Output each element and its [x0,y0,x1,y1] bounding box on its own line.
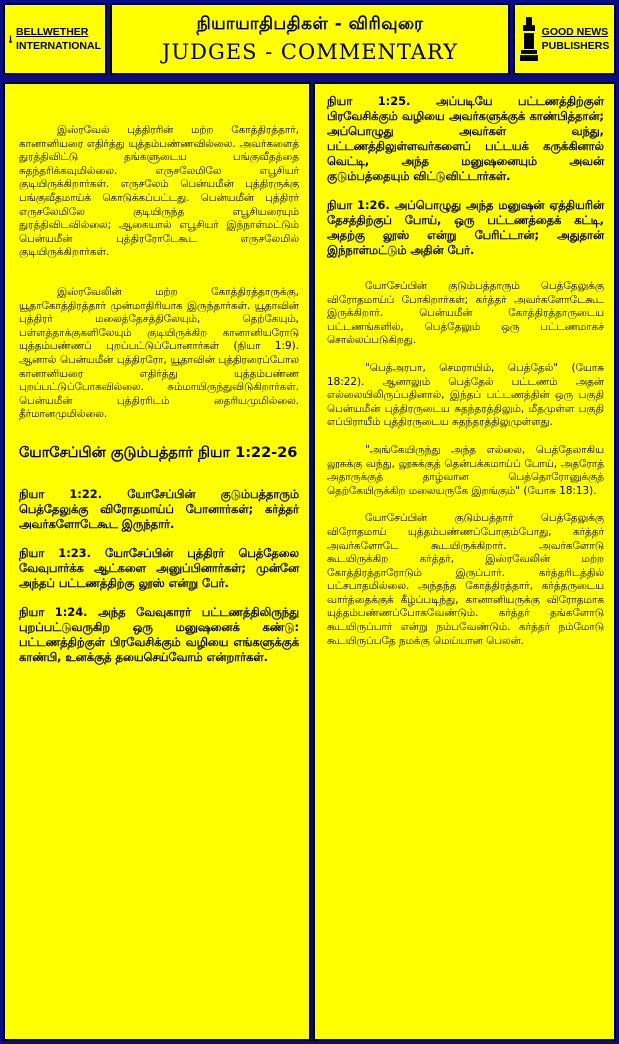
bellwether-logo [3,3,107,75]
right-logo-line2: PUBLISHERS [541,40,610,52]
page-title-english: JUDGES - COMMENTARY [162,40,458,64]
commentary-paragraph: இஸ்ரவேலின் மற்ற கோத்திரத்தாருக்கு, யூதாகோத்திரத்தார் முன்மாதிரியாக இருந்தார்கள். யூதாவின் புத்திரர் மலைத்தேசத்திலேயும், தெற்கேயும், பள்ளத்தாக்குகளிலேயும் குடியிருக்கிற கானானியரோடு யுத்தம்பண்ணப் புறப்பட்டுப்போனார்கள் (நியா 1:9). ஆனால் பென்யமீன் புத்திரரோ, யூதாவின் புத்திரரைப்போல கானானியரை எதிர்த்து யுத்தம்பண்ண புறப்பட்டுப்போகவில்லை. சும்மாயிருந்துவிடுகிறார்கள். பென்யமீன் புத்திரரிடம் தைரியமுமில்லை. தீர்மானமுமில்லை. [19,285,299,421]
right-column [313,82,616,1041]
commentary-paragraph: "அங்கேயிருந்து அந்த எல்லை, பெத்தேலாகிய லூசுக்கு வந்து, லூசுக்குத் தென்பக்கமாய்ப் போய், அதரோத் அதாருக்குத் தாழ்வான பெத்தொரோனுக்குத் தெற்கேயிருக்கிற மலையருகே இறங்கும்" (யோசு 18:13). [327,443,604,497]
book-stack-icon [520,17,538,61]
commentary-paragraph: யோசேப்பின் குடும்பத்தார் பெத்தேலுக்கு விரோதமாய் யுத்தம்பண்ணப்போகும்போது, கர்த்தர் அவர்களோடே கூடயிருக்கிறார். அவர்களோடு கூடயிருக்கிற கர்த்தர், இஸ்ரவேலின் மற்ற கோத்திரத்தாரோடும் இருப்பார். கர்த்தரிடத்தில் பட்சபாதமில்லை. அந்தந்த கோத்திரத்தார், கர்த்தருடைய வார்த்தைக்குக் கீழ்ப்படிந்து, கானானியருக்கு விரோதமாக யுத்தம்பண்ணப்போகவேண்டும். கர்த்தர் தங்களோடு கூடயிருப்பார் என்று நம்பவேண்டும். கர்த்தர் நம்மோடு கூடயிருப்பதே நமக்கு மெய்யான பெலன். [327,512,604,647]
verse-paragraph: நியா 1:26. அப்பொழுது அந்த மனுஷன் ஏத்தியரின் தேசத்திற்குப் போய், ஒரு பட்டணத்தைக் கட்டி, அதற்கு லூஸ் என்று பேரிட்டான்; அதுதான் இந்நாள்மட்டும் அதின் பேர். [327,198,604,257]
page-title-tamil: நியாயாதிபதிகள் - விரிவுரை [196,14,424,34]
section-heading: யோசேப்பின் குடும்பத்தார் நியா 1:22-26 [19,444,298,461]
commentary-paragraph: இஸ்ரவேல் புத்திரரின் மற்ற கோத்திரத்தார், கானானியரை எதிர்த்து யுத்தம்பண்ணவில்லை. அவர்களைத் துரத்திவிட்டு தங்களுடைய பங்குவீதத்தை சுதந்தரிக்கவுமில்லை. எருசலேமிலே எபூசியர் குடியிருக்கிறார்கள். எருசலேம் பென்யமீன் புத்திரருக்கு பங்குவீதமாய்க் கொடுக்கப்பட்டது. பென்யமீன் புத்திரர் எருசலேமிலே குடியிருந்த எபூசியரையும் துரத்திவிடவில்லை; ஆகையால் எபூசியர் இந்நாள்மட்டும் பென்யமீன் புத்திரரோடேகூட எருசலேமில் குடியிருக்கிறார்கள். [19,124,299,259]
verse-paragraph: நியா 1:24. அந்த வேவுகாரர் பட்டணத்திலிருந்து புறப்பட்டுவருகிற ஒரு மனுஷனைக் கண்டு: பட்டணத்திற்குள் பிரவேசிக்கும் வழியை எங்களுக்குக் காண்பி, உனக்குத் தயைசெய்வோம் என்றார்கள். [19,604,299,664]
right-logo-line1: GOOD NEWS [541,26,609,38]
commentary-paragraph: யோசேப்பின் குடும்பத்தாரும் பெத்தேலுக்கு விரோதமாய்ப் போகிறார்கள்; கர்த்தர் அவர்களோடேகூட இருக்கிறார். பென்யமீன் கோத்திரத்தாருடைய பட்டணங்களில், பெத்தேலும் ஒரு பட்டணமாகச் சொல்லப்படுகிறது. [327,280,604,347]
commentary-paragraph: "பெத்அரபா, செமராயிம், பெத்தேல்" (யோசு 18:22). ஆனாலும் பெத்தேல் பட்டணம் அதன் எல்லையிலிருப்பதினால், இந்தப் பட்டணத்தின் ஒரு பகுதி பென்யமீன் புத்திரருடைய சுதந்தரத்திலும், மீதமுள்ள பகுதி எப்பிராயீம் புத்திரருடைய சுதந்தரத்திலுமுள்ளது. [327,361,604,429]
verse-paragraph: நியா 1:22. யோசேப்பின் குடும்பத்தாரும் பெத்தேலுக்கு விரோதமாய்ப் போனார்கள்; கர்த்தர் அவர்களோடேகூட இருந்தார். [19,486,299,531]
left-column [3,82,311,1041]
verse-paragraph: நியா 1:23. யோசேப்பின் புத்திரர் பெத்தேலை வேவுபார்க்க ஆட்களை அனுப்பினார்கள்; முன்னே அந்தப் பட்டணத்திற்கு லூஸ் என்று பேர். [19,545,299,590]
left-logo-line2: INTERNATIONAL [16,40,101,52]
bell-tower-icon [9,17,12,61]
page-header [110,3,510,75]
left-logo-line1: BELLWETHER [16,26,89,38]
good-news-publishers-logo [513,3,616,75]
verse-paragraph: நியா 1:25. அப்படியே பட்டணத்திற்குள் பிரவேசிக்கும் வழியை அவர்களுக்குக் காண்பித்தான்; அப்பொழுது அவர்கள் வந்து, பட்டணத்திலுள்ளவர்களைப் பட்டயக் கருக்கினால் வெட்டி, அந்த மனுஷனையும் அவன் குடும்பத்தையும் விட்டுவிட்டார்கள். [327,94,604,183]
